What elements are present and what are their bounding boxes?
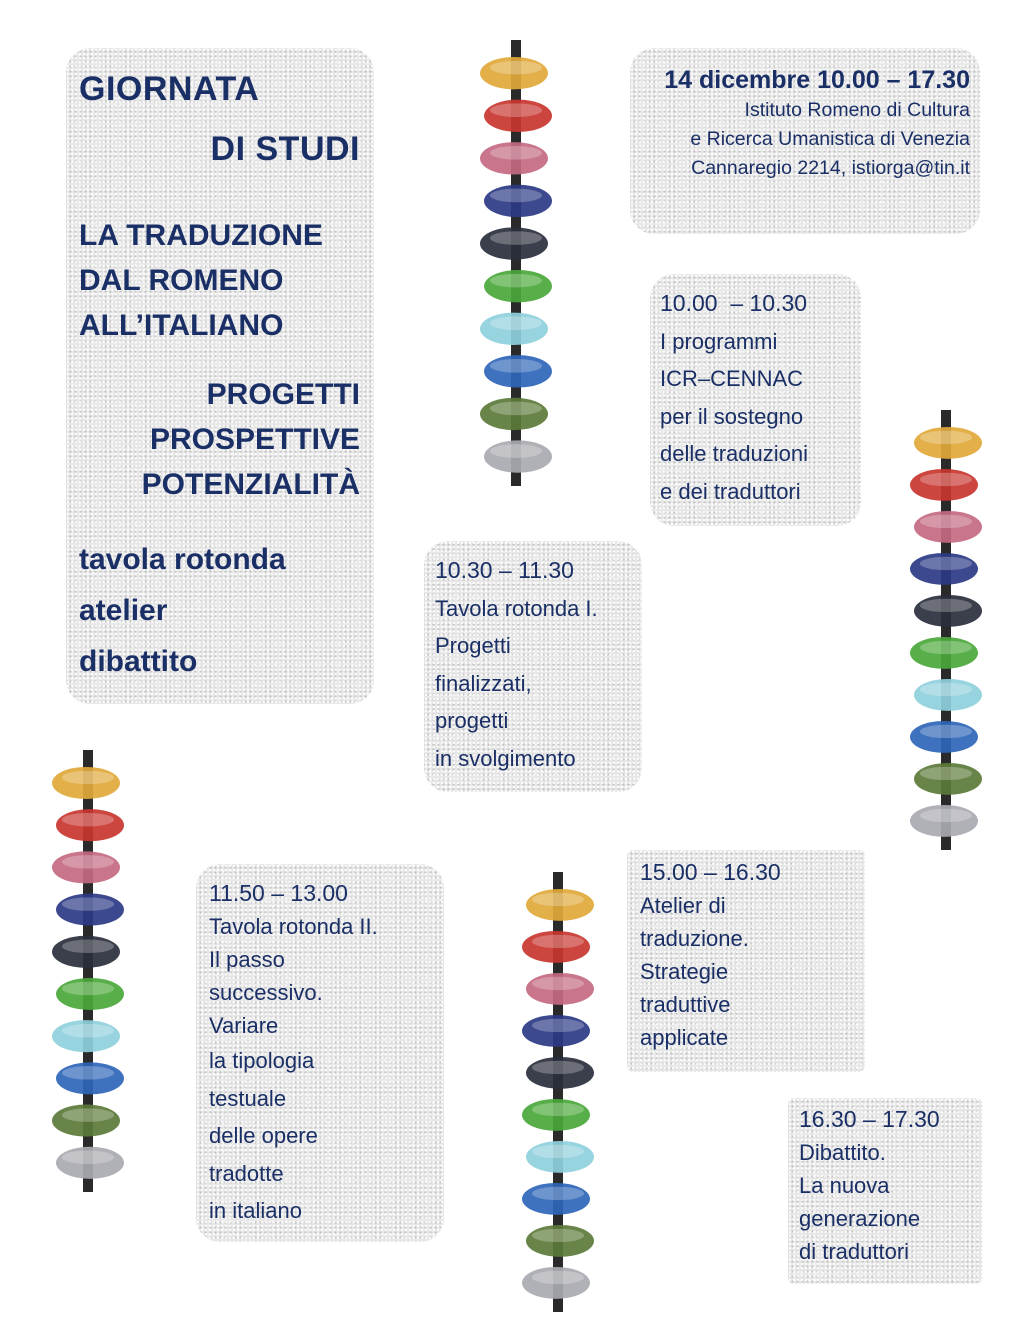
spool-band <box>484 270 552 302</box>
session-line: Strategie <box>640 959 729 984</box>
spool-band <box>914 595 982 627</box>
spool-band <box>52 767 120 799</box>
session-time: 10.30 – 11.30 <box>435 557 574 583</box>
spool-band <box>480 313 548 345</box>
session-panel-1 <box>650 274 861 526</box>
spool-band <box>526 1225 594 1257</box>
spool-sculpture-4 <box>518 872 598 1312</box>
spool-band <box>484 100 552 132</box>
theme-line: PROSPETTIVE <box>149 423 360 456</box>
event-date-time: 14 dicembre 10.00 – 17.30 <box>664 66 970 94</box>
subtitle-line: LA TRADUZIONE <box>79 219 323 252</box>
spool-band <box>914 763 982 795</box>
session-panel-3 <box>196 864 444 1242</box>
session-line: traduttive <box>640 992 731 1017</box>
event-info <box>664 64 970 183</box>
spool-band <box>914 511 982 543</box>
themes <box>142 372 360 507</box>
session-line: Tavola rotonda I. <box>435 595 598 621</box>
session-line: Progetti <box>435 633 511 658</box>
spool-band <box>480 57 548 89</box>
spool-sculpture-1 <box>476 40 556 486</box>
formats <box>79 534 286 687</box>
spool-band <box>914 427 982 459</box>
title-panel <box>66 48 374 704</box>
spool-band <box>910 721 978 753</box>
session-line: finalizzati, <box>435 670 532 696</box>
spool-band <box>52 1020 120 1052</box>
session-line: traduzione. <box>640 926 749 951</box>
session-line: in svolgimento <box>435 745 576 771</box>
session-panel-2 <box>424 541 642 792</box>
format-line: atelier <box>79 594 168 627</box>
session-2 <box>435 552 598 777</box>
spool-band <box>910 805 978 837</box>
spool-band <box>56 809 124 841</box>
session-line: ICR–CENNAC <box>660 366 804 391</box>
format-line: tavola rotonda <box>79 543 286 576</box>
session-line: Dibattito. <box>799 1140 886 1165</box>
session-time: 11.50 – 13.00 <box>209 880 348 906</box>
event-venue-line-2: e Ricerca Umanistica di Venezia <box>690 128 970 150</box>
session-line: generazione <box>799 1206 921 1231</box>
session-1 <box>660 285 808 510</box>
session-line: Il passo <box>209 947 285 972</box>
session-line: delle traduzioni <box>660 441 808 466</box>
session-line: tradotte <box>209 1160 284 1186</box>
spool-band <box>522 1015 590 1047</box>
session-line: applicate <box>640 1025 729 1050</box>
spool-band <box>480 227 548 259</box>
spool-band <box>484 355 552 387</box>
spool-band <box>484 185 552 217</box>
spool-band <box>522 1099 590 1131</box>
session-line: progetti <box>435 708 509 733</box>
spool-band <box>910 637 978 669</box>
session-line: delle opere <box>209 1123 318 1148</box>
spool-band <box>52 1105 120 1137</box>
session-line: per il sostegno <box>660 403 804 429</box>
session-line: di traduttori <box>799 1239 910 1264</box>
spool-band <box>914 679 982 711</box>
event-venue-line-1: Istituto Romeno di Cultura <box>744 99 970 121</box>
spool-band <box>56 1147 124 1179</box>
spool-band <box>484 440 552 472</box>
spool-band <box>910 469 978 501</box>
title-line-1: GIORNATA <box>79 70 260 108</box>
spool-band <box>526 1057 594 1089</box>
spool-sculpture-2 <box>906 410 986 850</box>
subtitle-line: DAL ROMENO <box>79 264 284 297</box>
subtitle <box>79 213 323 348</box>
spool-band <box>910 553 978 585</box>
session-5 <box>799 1103 940 1268</box>
session-line: Variare <box>209 1013 279 1038</box>
event-info-panel <box>630 48 980 234</box>
spool-band <box>56 1062 124 1094</box>
session-3 <box>209 877 378 1230</box>
session-line: Atelier di <box>640 893 726 918</box>
session-line: e dei traduttori <box>660 478 801 504</box>
theme-line: PROGETTI <box>206 378 360 411</box>
session-4 <box>640 856 781 1054</box>
session-line: successivo. <box>209 980 323 1005</box>
event-address: Cannaregio 2214, istiorga@tin.it <box>691 157 970 179</box>
spool-band <box>56 978 124 1010</box>
session-time: 10.00 – 10.30 <box>660 290 808 316</box>
spool-band <box>522 1267 590 1299</box>
spool-band <box>522 1183 590 1215</box>
session-line: in italiano <box>209 1198 302 1223</box>
spool-sculpture-3 <box>48 750 128 1192</box>
session-line: La nuova <box>799 1173 890 1198</box>
title-line-2: DI STUDI <box>210 130 360 168</box>
spool-band <box>522 931 590 963</box>
spool-band <box>52 936 120 968</box>
format-line: dibattito <box>79 645 198 678</box>
session-time: 15.00 – 16.30 <box>640 859 781 885</box>
session-panel-5 <box>788 1098 982 1284</box>
spool-band <box>480 142 548 174</box>
session-time: 16.30 – 17.30 <box>799 1106 940 1132</box>
session-line: la tipologia <box>209 1048 315 1073</box>
theme-line: POTENZIALITÀ <box>141 468 360 501</box>
spool-band <box>56 894 124 926</box>
session-line: testuale <box>209 1085 287 1111</box>
subtitle-line: ALL’ITALIANO <box>79 309 284 342</box>
spool-band <box>526 889 594 921</box>
spool-band <box>52 851 120 883</box>
session-line: Tavola rotonda II. <box>209 914 378 939</box>
spool-band <box>526 1141 594 1173</box>
session-panel-4 <box>627 850 865 1072</box>
spool-band <box>526 973 594 1005</box>
spool-band <box>480 398 548 430</box>
session-line: I programmi <box>660 328 778 354</box>
